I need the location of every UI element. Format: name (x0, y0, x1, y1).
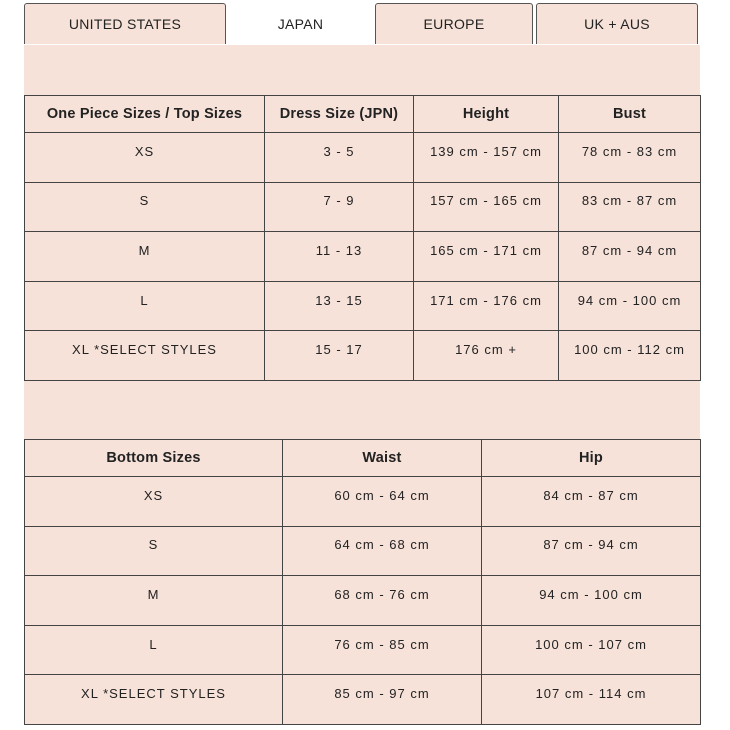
table-cell: 64 cm - 68 cm (283, 526, 482, 576)
table-cell: XL *SELECT STYLES (25, 675, 283, 725)
column-header: Bust (559, 96, 701, 133)
table-cell: 3 - 5 (265, 133, 414, 183)
table-cell: 85 cm - 97 cm (283, 675, 482, 725)
top-sizes-table (24, 95, 701, 381)
table-cell: 68 cm - 76 cm (283, 576, 482, 626)
tab-uk-aus[interactable]: UK + AUS (536, 3, 698, 44)
table-cell: XS (25, 477, 283, 527)
tab-united-states[interactable]: UNITED STATES (24, 3, 226, 44)
region-tabs (24, 3, 699, 45)
table-cell: 107 cm - 114 cm (482, 675, 701, 725)
table-row (25, 526, 701, 576)
column-header: Height (414, 96, 559, 133)
table-cell: M (25, 576, 283, 626)
table-cell: 13 - 15 (265, 281, 414, 331)
table-cell: XL *SELECT STYLES (25, 331, 265, 381)
table-cell: L (25, 281, 265, 331)
table-cell: S (25, 182, 265, 232)
table-row (25, 675, 701, 725)
table-cell: 100 cm - 107 cm (482, 625, 701, 675)
table-cell: 176 cm + (414, 331, 559, 381)
table-cell: 87 cm - 94 cm (482, 526, 701, 576)
table-cell: 94 cm - 100 cm (559, 281, 701, 331)
table-row (25, 331, 701, 381)
table-row (25, 477, 701, 527)
table-cell: XS (25, 133, 265, 183)
table-cell: 157 cm - 165 cm (414, 182, 559, 232)
column-header: One Piece Sizes / Top Sizes (25, 96, 265, 133)
table-header-row (25, 96, 701, 133)
table-cell: S (25, 526, 283, 576)
table-cell: 60 cm - 64 cm (283, 477, 482, 527)
table-row (25, 133, 701, 183)
table-cell: 83 cm - 87 cm (559, 182, 701, 232)
column-header: Hip (482, 440, 701, 477)
column-header: Bottom Sizes (25, 440, 283, 477)
column-header: Waist (283, 440, 482, 477)
table-row (25, 232, 701, 282)
table-row (25, 281, 701, 331)
table-row (25, 182, 701, 232)
table-cell: 139 cm - 157 cm (414, 133, 559, 183)
table-cell: 78 cm - 83 cm (559, 133, 701, 183)
table-cell: L (25, 625, 283, 675)
table-cell: 100 cm - 112 cm (559, 331, 701, 381)
table-cell: 87 cm - 94 cm (559, 232, 701, 282)
table-header-row (25, 440, 701, 477)
table-cell: M (25, 232, 265, 282)
table-cell: 76 cm - 85 cm (283, 625, 482, 675)
table-row (25, 625, 701, 675)
table-cell: 11 - 13 (265, 232, 414, 282)
table-row (25, 576, 701, 626)
table-cell: 171 cm - 176 cm (414, 281, 559, 331)
table-cell: 15 - 17 (265, 331, 414, 381)
table-cell: 165 cm - 171 cm (414, 232, 559, 282)
table-cell: 94 cm - 100 cm (482, 576, 701, 626)
table-cell: 84 cm - 87 cm (482, 477, 701, 527)
bottom-sizes-table (24, 439, 701, 725)
tab-japan[interactable]: JAPAN (228, 3, 373, 44)
table-cell: 7 - 9 (265, 182, 414, 232)
tab-europe[interactable]: EUROPE (375, 3, 533, 44)
column-header: Dress Size (JPN) (265, 96, 414, 133)
